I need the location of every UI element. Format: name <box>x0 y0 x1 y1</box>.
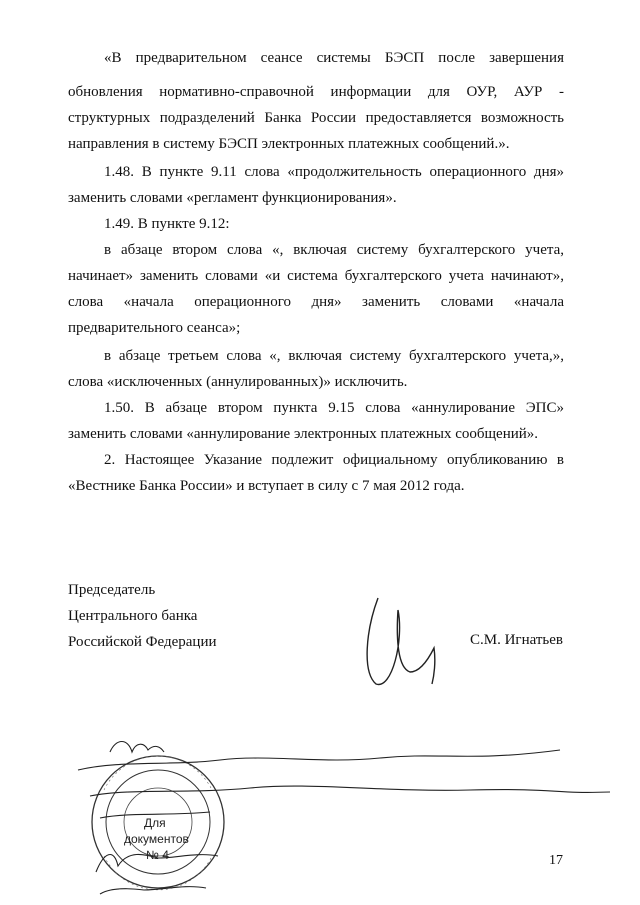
signatory-name: С.М. Игнатьев <box>470 632 564 648</box>
paragraph-line: направления в систему БЭСП электронных платежных сообщений.». <box>68 136 510 152</box>
paragraph-line: обновления нормативно-справочной информации для ОУР, АУР - <box>68 84 564 100</box>
page-number: 17 <box>549 853 563 868</box>
paragraph-line: заменить словами «регламент функционирования». <box>68 190 397 206</box>
paragraph-line: 1.49. В пункте 9.12: <box>104 216 230 232</box>
signature-scribble <box>367 598 435 684</box>
paragraph-line: слова «исключенных (аннулированных)» исключить. <box>68 374 408 390</box>
signatory-title-line-3: Российской Федерации <box>68 634 217 650</box>
paragraph-line: 2. Настоящее Указание подлежит официальному опубликованию в <box>104 452 564 468</box>
paragraph-line: в абзаце втором слова «, включая систему бухгалтерского учета, <box>104 242 564 258</box>
signatory-title-line-2: Центрального банка <box>68 608 198 624</box>
paragraph-line: 1.50. В абзаце втором пункта 9.15 слова «аннулирование ЭПС» <box>104 400 564 416</box>
paragraph-line: предварительного сеанса»; <box>68 320 241 336</box>
paragraph-line: «В предварительном сеансе системы БЭСП после завершения <box>104 50 564 66</box>
stamp-text-2: документов <box>124 832 189 846</box>
paragraph-line: заменить словами «аннулирование электронных платежных сообщений». <box>68 426 539 442</box>
signatory-title-line-1: Председатель <box>68 582 156 598</box>
paragraph-line: «Вестнике Банка России» и вступает в силу с 7 мая 2012 года. <box>68 478 465 494</box>
paragraph-line: начинает» заменить словами «и система бухгалтерского учета начинают», <box>68 268 564 284</box>
paragraph-line: слова «начала операционного дня» заменить словами «начала <box>68 294 564 310</box>
paragraph-line: в абзаце третьем слова «, включая систему бухгалтерского учета,», <box>104 348 564 364</box>
stamp-text-1: Для <box>144 816 166 830</box>
paragraph-line: 1.48. В пункте 9.11 слова «продолжительность операционного дня» <box>104 164 564 180</box>
stamp-text-3: № 4 <box>146 848 169 862</box>
paragraph-line: структурных подразделений Банка России предоставляется возможность <box>68 110 564 126</box>
